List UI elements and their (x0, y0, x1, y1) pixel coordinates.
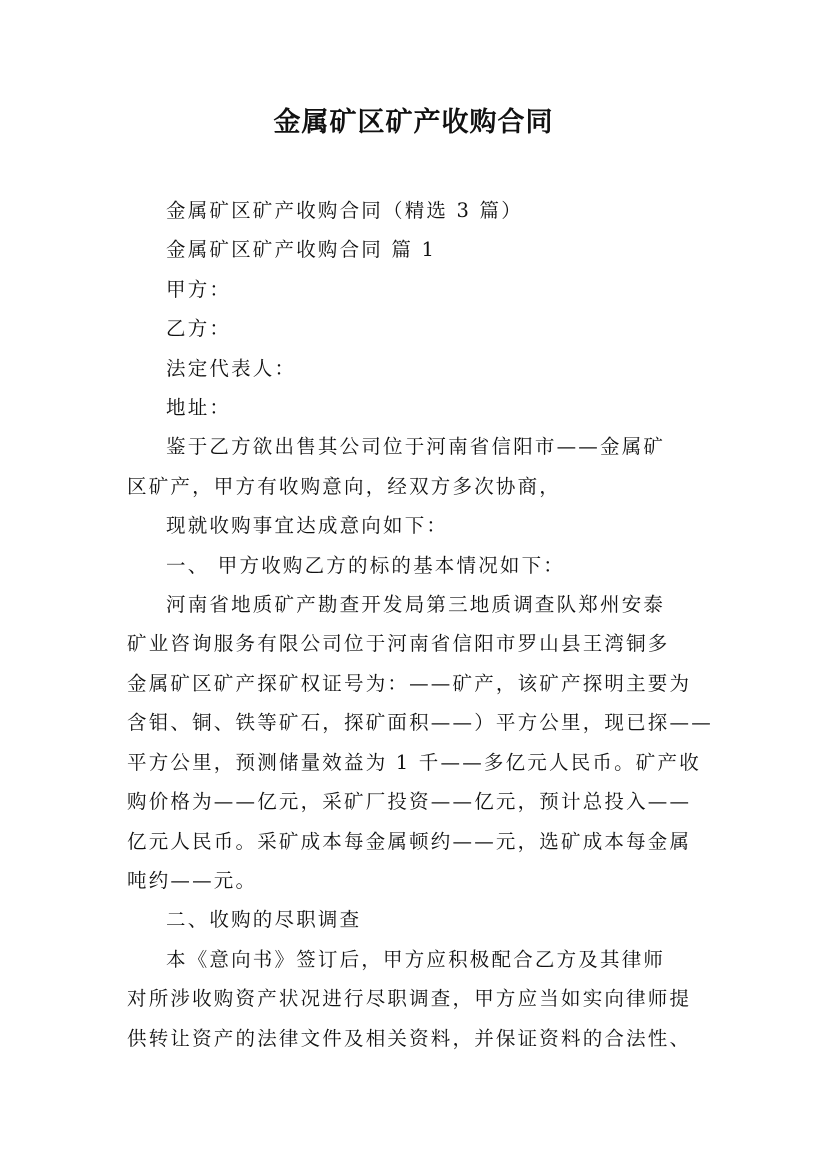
intent-paragraph (127, 506, 715, 545)
section-heading (127, 230, 715, 269)
text-line: 平方公里，预测储量效益为 1 千——多亿元人民币。矿产收 (127, 750, 701, 774)
text-line: 金属矿区矿产探矿权证号为：——矿产，该矿产探明主要为 (127, 671, 692, 695)
clause-one-paragraph (127, 585, 715, 900)
address-label (127, 388, 715, 427)
text-line: 区矿产，甲方有收购意向，经双方多次协商， (127, 474, 562, 498)
clause-two-heading (127, 900, 715, 939)
text-line: 地址： (166, 396, 232, 420)
text-line: 一、 甲方收购乙方的标的基本情况如下： (166, 553, 565, 577)
text-line: 矿业咨询服务有限公司位于河南省信阳市罗山县王湾铜多 (127, 632, 670, 656)
text-line: 二、收购的尽职调查 (166, 908, 362, 932)
subtitle-paragraph (127, 191, 715, 230)
text-line: 含钼、铜、铁等矿石，探矿面积——）平方公里，现已探—— (127, 711, 713, 735)
document-title: 金属矿区矿产收购合同 (273, 107, 554, 138)
legal-representative-label (127, 349, 715, 388)
party-a-label (127, 270, 715, 309)
text-line: 本《意向书》签订后，甲方应积极配合乙方及其律师 (166, 947, 666, 971)
text-line: 现就收购事宜达成意向如下： (166, 514, 449, 538)
text-line: 供转让资产的法律文件及相关资料，并保证资料的合法性、 (127, 1026, 692, 1050)
text-line: 金属矿区矿产收购合同 篇 1 (166, 238, 437, 262)
party-b-label (127, 309, 715, 348)
preamble-paragraph (127, 427, 715, 506)
text-line: 法定代表人： (166, 356, 297, 380)
clause-one-heading (127, 546, 715, 585)
text-line: 乙方： (166, 317, 232, 341)
text-line: 购价格为——亿元，采矿厂投资——亿元，预计总投入—— (127, 790, 692, 814)
text-line: 金属矿区矿产收购合同（精选 3 篇） (166, 199, 523, 222)
text-line: 甲方： (166, 277, 232, 301)
text-line: 河南省地质矿产勘查开发局第三地质调查队郑州安泰 (166, 593, 666, 617)
document-body (127, 191, 715, 1058)
text-line: 亿元人民币。采矿成本每金属顿约——元，选矿成本每金属 (127, 829, 692, 853)
text-line: 吨约——元。 (127, 868, 258, 892)
text-line: 对所涉收购资产状况进行尽职调查，甲方应当如实向律师提 (127, 987, 692, 1011)
clause-two-paragraph (127, 940, 715, 1058)
text-line: 鉴于乙方欲出售其公司位于河南省信阳市——金属矿 (166, 435, 666, 459)
